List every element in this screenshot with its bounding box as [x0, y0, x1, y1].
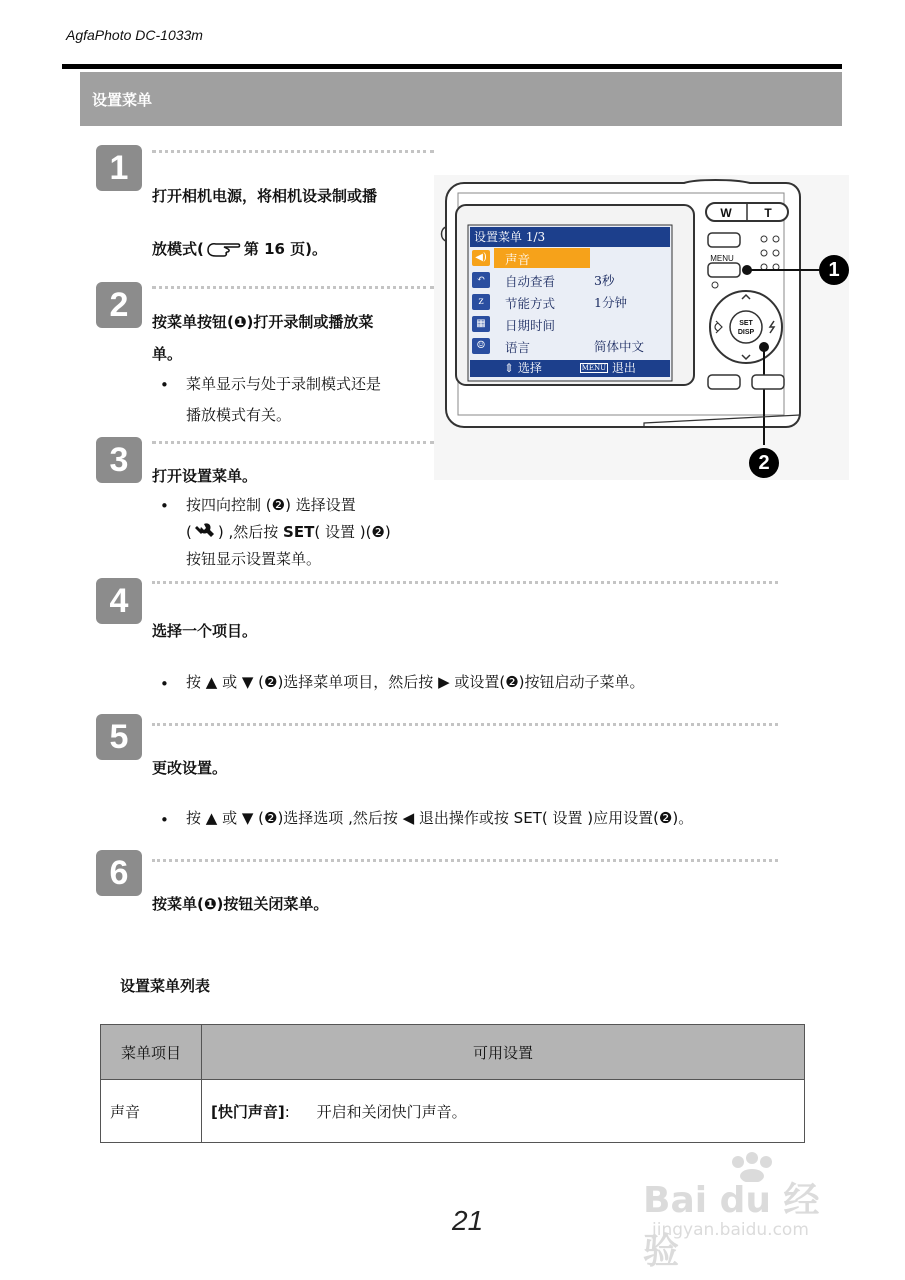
bullet-dot: •: [160, 811, 169, 829]
bullet-dot: •: [160, 497, 169, 515]
setting-key: [快门声音]: [211, 1102, 285, 1121]
step-5-line-1: 更改设置。: [152, 759, 228, 777]
step-1-badge: 1: [96, 145, 142, 191]
select-arrows-icon: ⇕: [504, 361, 515, 375]
settings-table: [100, 1024, 805, 1143]
lcd-menu-title: 设置菜单 1/3: [470, 227, 670, 247]
step-5-divider: [152, 723, 778, 726]
camera-lcd-menu: [470, 227, 670, 377]
watermark-url: jingyan.baidu.com: [652, 1220, 809, 1240]
menu-tag: MENU: [581, 364, 607, 372]
settings-list-title: 设置菜单列表: [120, 977, 211, 995]
header-menu-item: 菜单项目: [101, 1025, 202, 1080]
header-rule: [62, 64, 842, 69]
footer-select-label: 选择: [517, 361, 542, 375]
step-2-line-2: 单。: [152, 345, 183, 363]
step-3-line-1: 打开设置菜单。: [152, 467, 258, 485]
model-name: AgfaPhoto DC-1033m: [66, 27, 203, 43]
lcd-menu-label: 日期时间: [505, 318, 556, 333]
zoom-t-label: T: [764, 206, 772, 220]
sleep-icon: z: [472, 294, 490, 310]
cell-menu-item: 声音: [101, 1080, 202, 1143]
step-3-bullet-line-2-post: ) ,然后按: [217, 523, 279, 541]
lcd-menu-value: 3秒: [594, 273, 615, 288]
lcd-menu-label: 声音: [505, 252, 531, 267]
setup-wrench-icon: [194, 522, 216, 544]
step-2-line-1: 按菜单按钮(❶)打开录制或播放菜: [152, 313, 374, 331]
disp-label: DISP: [737, 329, 755, 336]
lcd-menu-label: 语言: [505, 340, 531, 355]
set-label: SET: [739, 320, 753, 327]
playback-button: [708, 233, 740, 247]
set-disp-button: [730, 311, 762, 343]
header-available-settings: 可用设置: [202, 1025, 805, 1080]
step-6-divider: [152, 859, 778, 862]
baidu-watermark: [640, 1152, 855, 1272]
step-2-divider: [152, 286, 434, 289]
step-6-line-1: 按菜单(❶)按钮关闭菜单。: [152, 895, 329, 913]
callout-2: 2: [749, 448, 779, 478]
step-1-line-1: 打开相机电源，将相机设录制或播: [152, 187, 378, 205]
step-5-badge: 5: [96, 714, 142, 760]
lcd-menu-value: 简体中文: [594, 339, 645, 354]
review-icon: ↶: [472, 272, 490, 288]
step-4-divider: [152, 581, 778, 584]
section-bar: [80, 72, 842, 126]
lcd-menu-row-sound: [470, 247, 670, 269]
page-number: 21: [452, 1205, 484, 1236]
lcd-menu-value: 1分钟: [594, 295, 627, 310]
menu-button-label: MENU: [710, 254, 734, 263]
lcd-menu-label: 自动查看: [505, 274, 556, 289]
pointing-hand-icon: [206, 241, 242, 259]
step-3-bullet-line-3: 按钮显示设置菜单。: [186, 550, 322, 568]
lcd-menu-footer: [470, 360, 670, 377]
watermark-text: Bai du 经验: [643, 1180, 820, 1272]
step-3-badge: 3: [96, 437, 142, 483]
step-1-line-2-pre: 放模式(: [152, 240, 204, 258]
step-3-bullet-line-2-end: ( 设置 )(❷): [314, 523, 391, 541]
delete-button: [752, 375, 784, 389]
speaker-icon: ◀): [472, 250, 490, 266]
footer-exit-label: 退出: [611, 361, 636, 375]
step-1-line-2: [152, 238, 327, 259]
lcd-menu-label: 节能方式: [505, 296, 556, 311]
step-2-badge: 2: [96, 282, 142, 328]
step-6-badge: 6: [96, 850, 142, 896]
step-4-bullet: 按 ▲ 或 ▼ (❷)选择菜单项目，然后按 ▶ 或设置(❷)按钮启动子菜单。: [186, 673, 645, 691]
step-2-bullet-line-2: 播放模式有关。: [186, 406, 292, 424]
lcd-menu-row-date-time: [470, 313, 670, 335]
lcd-menu-row-language: [470, 335, 670, 357]
bullet-dot: •: [160, 376, 169, 394]
set-keyword: SET: [283, 523, 315, 541]
step-2-bullet-line-1: 菜单显示与处于录制模式还是: [186, 375, 382, 393]
step-3-divider: [152, 441, 434, 444]
lcd-menu-row-auto-review: [470, 269, 670, 291]
section-title: 设置菜单: [92, 91, 153, 109]
step-4-badge: 4: [96, 578, 142, 624]
menu-button: [708, 263, 740, 277]
step-1-line-2-post: 第 16 页)。: [243, 240, 328, 258]
table-header-row: [101, 1025, 805, 1080]
step-4-line-1: 选择一个项目。: [152, 622, 258, 640]
step-3-bullet-line-1: 按四向控制 (❷) 选择设置: [186, 496, 356, 514]
table-row: [101, 1080, 805, 1143]
bullet-dot: •: [160, 675, 169, 693]
callout-1: 1: [819, 255, 849, 285]
step-5-bullet: 按 ▲ 或 ▼ (❷)选择选项 ,然后按 ◀ 退出操作或按 SET( 设置 )应用设置(❷)。: [186, 809, 694, 827]
mode-button: [708, 375, 740, 389]
step-1-divider: [152, 150, 434, 153]
setting-separator: :: [284, 1102, 290, 1121]
language-icon: ☺: [472, 338, 490, 354]
zoom-w-label: W: [720, 206, 732, 220]
setting-description: 开启和关闭快门声音。: [316, 1102, 467, 1121]
calendar-icon: ▦: [472, 316, 490, 332]
cell-setting: [202, 1080, 805, 1143]
step-3-bullet-line-2: ( ) ,然后按 SET( 设置 )(❷): [186, 517, 391, 548]
lcd-menu-row-power-save: [470, 291, 670, 313]
